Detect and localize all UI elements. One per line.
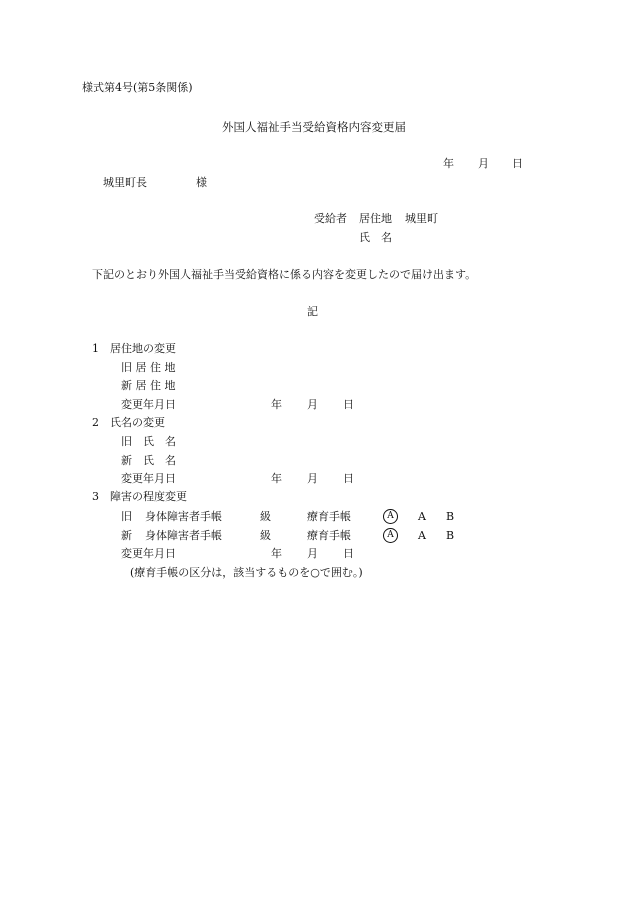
addressee-honorific: 様 [196,176,207,189]
date-year: 年 [443,157,454,170]
date-month: 月 [478,157,489,170]
section2-new: 新 氏 名 [121,454,176,467]
section3-year: 年 [271,547,282,560]
form-title: 外国人福祉手当受給資格内容変更届 [222,120,406,134]
section3-note: (療育手帳の区分は，該当するものを○で囲む。) [130,566,363,579]
address-value: 城里町 [405,212,438,225]
address-label: 居住地 [359,212,392,225]
section1-old: 旧 居 住 地 [121,361,176,374]
section1-title: 1 居住地の変更 [92,342,176,355]
statement: 下記のとおり外国人福祉手当受給資格に係る内容を変更したので届け出ます。 [92,268,477,281]
section2-title: 2 氏名の変更 [92,416,165,429]
section2-date-label: 変更年月日 [121,472,176,485]
section3-day: 日 [343,547,354,560]
section1-year: 年 [271,398,282,411]
section3-new-circled-a [383,528,398,543]
section3-title: 3 障害の程度変更 [92,490,187,503]
section3-new-prefix: 新 [121,529,132,542]
section3-old-circled-a-text: A [383,509,398,524]
section3-old-b: B [446,510,455,523]
section3-date-label: 変更年月日 [121,547,176,560]
ki-heading: 記 [307,305,318,318]
name-label: 氏 名 [359,231,392,244]
section3-new-b: B [446,529,455,542]
recipient-label: 受給者 [314,212,347,225]
section3-new-ryoiku-label: 療育手帳 [307,529,351,542]
section3-new-a: A [418,529,426,542]
section2-day: 日 [343,472,354,485]
section3-old-a: A [418,510,426,523]
section1-day: 日 [343,398,354,411]
section2-month: 月 [307,472,318,485]
section3-new-cert-label: 身体障害者手帳 [145,529,222,542]
section3-old-cert-label: 身体障害者手帳 [145,510,222,523]
section3-new-grade: 級 [260,529,271,542]
section3-old-circled-a [383,509,398,524]
section3-month: 月 [307,547,318,560]
section2-old: 旧 氏 名 [121,435,176,448]
section1-new: 新 居 住 地 [121,379,176,392]
form-number: 様式第4号(第5条関係) [82,81,193,94]
section2-year: 年 [271,472,282,485]
section3-old-prefix: 旧 [121,510,132,523]
section3-old-ryoiku-label: 療育手帳 [307,510,351,523]
section3-new-circled-a-text: A [383,528,398,543]
section3-old-grade: 級 [260,510,271,523]
date-day: 日 [512,157,523,170]
section1-month: 月 [307,398,318,411]
section1-date-label: 変更年月日 [121,398,176,411]
addressee-name: 城里町長 [103,176,147,189]
